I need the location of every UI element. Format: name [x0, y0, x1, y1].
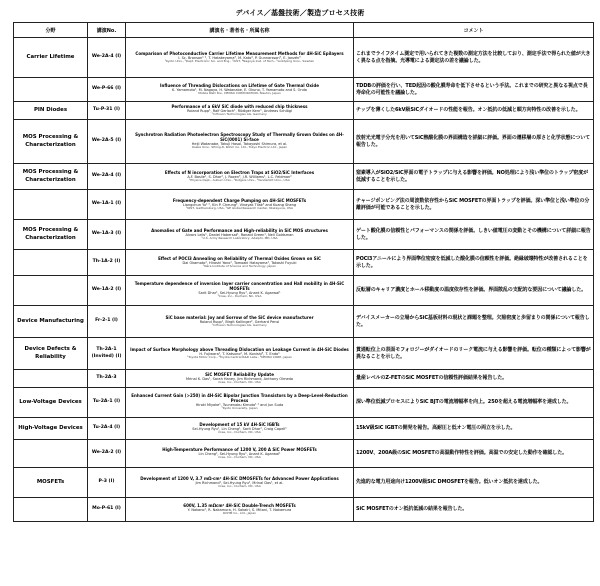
- paper-title: High-Temperature Performance of 1200 V, 200 A SiC Power MOSFETs: [162, 446, 317, 452]
- session-number-cell: We-1A-3 (I): [88, 220, 126, 250]
- paper-title: Effects of N incorporation on Electron Traps at SiO2/SiC Interfaces: [164, 169, 315, 175]
- comment-cell: TDDBの評価を行い、TED起因の酸化膜寿命を低下させるという手法。これまでの研究と異なる視点で長寿命化の可能性を議論した。: [354, 78, 594, 102]
- paper-cell: [126, 306, 354, 338]
- comment-cell: チップを薄くした6kV級SiCダイオードの性能を報告。オン抵抗の低減と順方向特性の改善を示した。: [354, 102, 594, 120]
- paper-authors: Dai Okamoto¹, Hiroshi Yano¹, Tomoaki Hatayama¹, Takashi Fuyuki: [182, 261, 297, 266]
- comment-cell: ゲート酸化膜の信頼性とパフォーマンスの関係を評価。しきい値電圧の変動とその機構について詳細に報告した。: [354, 220, 594, 250]
- comment-cell: 1200V、200A級のSiC MOSFETの高温動作特性を評価。高温での安定した動作を確認した。: [354, 440, 594, 468]
- session-number-cell: We-2A-4 (I): [88, 38, 126, 78]
- session-number-cell: We-2A-5 (I): [88, 120, 126, 164]
- category-cell: PIN Diodes: [14, 102, 88, 120]
- paper-title: Enhanced Current Gain (>250) in 4H-SiC Bipolar Junction Transistors by a Deep-Level-Reduction Process: [131, 393, 348, 403]
- category-cell: Device Manufacturing: [14, 306, 88, 338]
- category-cell: MOSFETs: [14, 468, 88, 498]
- table-row: [14, 102, 594, 120]
- paper-cell: [126, 102, 354, 120]
- category-cell: [14, 498, 88, 522]
- category-cell: [14, 250, 88, 276]
- paper-cell: [126, 468, 354, 498]
- comment-cell: 貫通転位上の表面モフォロジーがダイオードのリーク電流に与える影響を評価。転位の種類によって影響が異なることを示した。: [354, 338, 594, 370]
- table-header-row: [14, 23, 594, 38]
- category-cell: [14, 440, 88, 468]
- session-number-cell: We-2A-2 (I): [88, 440, 126, 468]
- category-cell: [14, 276, 88, 306]
- paper-affiliation: ¹Physics Dept., Auburn Univ., ²Rutgers Univ., ³Vanderbilt Univ., USA: [189, 178, 290, 183]
- paper-authors: Jim Richmond¹, Sei-Hyung Ryu¹, Mrinal Das¹, et al.: [195, 481, 284, 486]
- paper-cell: [126, 338, 354, 370]
- comment-cell: 量産レベルのZ-FETのSiC MOSFETの信頼性評価結果を報告した。: [354, 370, 594, 388]
- paper-authors: Aivars Lelis¹, Daniel Habersat¹, Ronald Green¹, Neil Goldsman: [185, 233, 294, 238]
- table-row: [14, 468, 594, 498]
- paper-affiliation: Cree, Inc., Durham, NC, USA: [218, 484, 261, 489]
- paper-authors: A.F. Basile¹, S. Dhar², J. Rozen³, J.R. Williams¹, L.C. Feldman²: [187, 175, 292, 180]
- comment-cell: これまでライフタイム測定で用いられてきた複数の測定方法を比較しており、測定手法で得られた値が大きく異なる点を指摘。光導電による測定法の差を議論した。: [354, 38, 594, 78]
- paper-title: Anomalies of Gate and Performance and High-reliability in SiC MOS structures: [151, 227, 328, 233]
- table-row: [14, 250, 594, 276]
- paper-affiliation: ¹Infineon Technologies AG, Germany: [212, 112, 267, 117]
- category-cell: Carrier Lifetime: [14, 38, 88, 78]
- paper-cell: [126, 440, 354, 468]
- paper-title: Effect of POCl3 Annealing on Reliability of Thermal Oxides Grown on SiC: [158, 255, 321, 261]
- paper-authors: Liangchun Yu¹ ², Kin P. Cheung², Vinayak Tilak³ and Kuang Sheng: [182, 203, 297, 208]
- comment-cell: チャージポンピング法の周波数依存性からSiC MOSFETの界面トラップを評価。深い準位と浅い準位の分離評価が可能であることを示した。: [354, 190, 594, 220]
- header-category: 分野: [14, 23, 88, 38]
- paper-title: Impact of Surface Morphology above Threading Dislocation on Leakage Current in 4H-SiC Diodes: [130, 346, 349, 352]
- comment-cell: 窒素導入がSiO2/SiC界面の電子トラップに与える影響を評価。NO処理により浅い準位のトラップ密度が低減することを示した。: [354, 164, 594, 190]
- category-cell: MOS Processing & Characterization: [14, 220, 88, 250]
- category-cell: MOS Processing & Characterization: [14, 120, 88, 164]
- comment-cell: 先進的な電力用途向け1200V級SiC DMOSFETを報告。低いオン抵抗を達成した。: [354, 468, 594, 498]
- paper-title: Temperature dependence of inversion layer carrier concentration and Hall mobility in 4H-SiC MOSFETs: [134, 281, 345, 291]
- paper-cell: [126, 250, 354, 276]
- document-title: デバイス／基盤技術／製造プロセス技術: [235, 9, 365, 17]
- paper-authors: Y. Nakano¹, R. Nakamura, H. Sakairi, S. Mitani, T. Nakamura: [187, 508, 292, 513]
- paper-cell: [126, 38, 354, 78]
- paper-affiliation: ROHM Co., Ltd., Japan: [223, 511, 256, 516]
- paper-authors: Roland Rupp¹, Ralf Gerlach¹, Rüdiger Kern¹, Andreas Schlögl: [187, 109, 292, 114]
- paper-authors: Heiji Watanabe, Takuji Hosoi, Takayoshi Shimura, et al.: [191, 142, 288, 147]
- paper-title: SiC MOSFET Reliability Update: [205, 371, 274, 377]
- category-cell: [14, 78, 88, 102]
- paper-cell: [126, 78, 354, 102]
- session-number-cell: We-P-66 (I): [88, 78, 126, 102]
- session-number-cell: Th-2A-3: [88, 370, 126, 388]
- table-row: [14, 120, 594, 164]
- paper-affiliation: ¹Toyota Motor Corp., ²Toyota Central R&D Labs., ³DENSO CORP., Japan: [187, 355, 292, 360]
- comment-cell: 放射光光電子分光を用いてSiC熱酸化膜の界面構造を詳細に評価。界面の遷移層の厚さと化学状態について報告した。: [354, 120, 594, 164]
- paper-affiliation: ¹Infineon Technologies AG, Germany: [212, 323, 267, 328]
- table-row: [14, 306, 594, 338]
- paper-title: Development of 15 kV 4H-SiC IGBTs: [199, 421, 280, 427]
- session-number-cell: Mo-P-61 (I): [88, 498, 126, 522]
- table-row: [14, 418, 594, 440]
- table-row: [14, 338, 594, 370]
- paper-title: Synchrotron Radiation Photoelectron Spectroscopy Study of Thermally Grown Oxides on 4H-SiC(0001) Si-face: [135, 132, 344, 142]
- paper-authors: Roland Rupp¹, Birgit Kallinger², Gerhard Pensl: [199, 320, 280, 325]
- paper-affiliation: ¹Cree, Inc., Durham, NC, USA: [217, 294, 262, 299]
- paper-title: Performance of a 6kV SiC diode with reduced chip thickness: [171, 103, 308, 109]
- category-cell: [14, 370, 88, 388]
- paper-title: 600V, 1.35 mΩcm² 4H-SiC Double-Trench MOSFETs: [183, 502, 296, 508]
- category-cell: Device Defects & Reliability: [14, 338, 88, 370]
- paper-cell: [126, 120, 354, 164]
- paper-authors: Sei-Hyung Ryu¹, Lin Cheng¹, Sarit Dhar¹, Craig Capell¹: [192, 427, 287, 432]
- paper-authors: Mrinal K. Das¹, Sarah Haney, Jim Richmond, Anthony Olmedo: [185, 377, 294, 382]
- session-number-cell: Tu-2A-4 (I): [88, 418, 126, 440]
- paper-authors: Sarit Dhar¹, Sei-Hyung Ryu¹, Anant K. Agarwal¹: [198, 291, 281, 296]
- paper-affiliation: Cree, Inc., Durham, NC, USA: [218, 455, 261, 460]
- paper-affiliation: ¹Kyoto University, Japan: [221, 406, 258, 411]
- paper-authors: H. Fujiwara¹, T. Katsuno², M. Konishi³, T. Endo¹: [199, 352, 280, 357]
- paper-title: Development of 1200 V, 3.7 mΩ·cm² 4H-SiC DMOSFETs for Advanced Power Applications: [140, 475, 339, 481]
- comment-cell: SiC MOSFETのオン抵抗低減の結果を報告した。: [354, 498, 594, 522]
- session-number-cell: Th-1A-2 (I): [88, 250, 126, 276]
- paper-cell: [126, 370, 354, 388]
- paper-affiliation: Osaka Univ., SPring-8, Rohm Co. Ltd., Tokyo Electron Ltd., Japan: [191, 145, 288, 150]
- session-number-cell: Fr-2-1 (I): [88, 306, 126, 338]
- paper-cell: [126, 220, 354, 250]
- table-row: [14, 388, 594, 418]
- paper-table: [13, 22, 594, 522]
- comment-cell: 15kV級SiC IGBTの開発を報告。高耐圧と低オン電圧の両立を示した。: [354, 418, 594, 440]
- header-paper: 講演名・著者名・所属名称: [126, 23, 354, 38]
- table-row: [14, 190, 594, 220]
- table-row: [14, 276, 594, 306]
- header-number: 講演No.: [88, 23, 126, 38]
- table-row: [14, 164, 594, 190]
- paper-affiliation: ¹Kyoto Univ., ²Dept. Electronic Sci. and Eng., ³AIST, ⁴Nagoya Inst. of Tech., ⁵Linköping Univ., Sweden: [164, 59, 315, 64]
- session-number-cell: Tu-2A-1 (I): [88, 388, 126, 418]
- session-number-cell: We-2A-4 (I): [88, 164, 126, 190]
- table-body: [14, 38, 594, 522]
- table-row: [14, 220, 594, 250]
- paper-affiliation: ¹NIST, Gaithersburg, USA, ²GE Global Research Center, Niskayuna, USA: [186, 206, 293, 211]
- paper-title: Influence of Threading Dislocations on Lifetime of Gate Thermal Oxide: [160, 82, 319, 88]
- table-row: [14, 38, 594, 78]
- comment-cell: POCl3アニールにより界面準位密度を低減した酸化膜の信頼性を評価。絶縁破壊特性が改善されることを示した。: [354, 250, 594, 276]
- category-cell: Low-Voltage Devices: [14, 388, 88, 418]
- category-cell: [14, 190, 88, 220]
- paper-affiliation: ¹Nara Institute of Science and Technology, Japan: [203, 264, 276, 269]
- session-number-cell: We-1A-2 (I): [88, 276, 126, 306]
- paper-cell: [126, 164, 354, 190]
- comment-cell: デバイスメーカーの立場からSiC基板材料の現状と課題を整理。欠陥密度と歩留まりの関係について報告した。: [354, 306, 594, 338]
- paper-authors: Lin Cheng¹, Sei-Hyung Ryu¹, Anant K. Agarwal¹: [198, 452, 281, 457]
- paper-cell: [126, 418, 354, 440]
- paper-affiliation: Mobile R&D Div., DENSO CORPORATION, Nisshin, Japan: [198, 91, 281, 96]
- table-row: [14, 498, 594, 522]
- paper-cell: [126, 498, 354, 522]
- paper-authors: Hiroki Miyake¹, Tsunenobu Kimoto¹ ² and Jun Suda: [195, 403, 284, 408]
- paper-cell: [126, 190, 354, 220]
- paper-cell: [126, 388, 354, 418]
- comment-cell: 反転層のキャリア濃度とホール移動度の温度依存性を評価。界面散乱の支配的な要因について議論した。: [354, 276, 594, 306]
- paper-affiliation: Cree, Inc., Durham, NC, USA: [218, 380, 261, 385]
- paper-affiliation: ¹U.S. Army Research Laboratory, Adelphi, MD, USA: [201, 236, 278, 241]
- category-cell: High-Voltage Devices: [14, 418, 88, 440]
- paper-authors: K. Yamamoto¹, M. Nagaya, H. Watanabe, E. Okuno, T. Yamamoto and S. Onda: [172, 88, 307, 93]
- paper-title: SiC base material: Joy and Sorrow of the SiC device manufacturer: [165, 314, 314, 320]
- category-cell: MOS Processing & Characterization: [14, 164, 88, 190]
- table-row: [14, 78, 594, 102]
- session-number-cell: Th-2A-1 (Invited) (I): [88, 338, 126, 370]
- session-number-cell: P-3 (I): [88, 468, 126, 498]
- session-number-cell: We-1A-1 (I): [88, 190, 126, 220]
- table-row: [14, 370, 594, 388]
- paper-cell: [126, 276, 354, 306]
- paper-authors: I. Sc. Bronson¹ ², T. Hatakeyama³, M. Kato⁴, P. Gunnarsson⁵, E. Janzén⁶: [178, 56, 301, 61]
- paper-affiliation: Cree, Inc., Durham, NC, USA: [218, 430, 261, 435]
- comment-cell: 深い準位低減プロセスによりSiC BJTの電流増幅率を向上。250を超える電流増幅率を達成した。: [354, 388, 594, 418]
- paper-title: Comparison of Photoconductive Carrier Lifetime Measurement Methods for 4H-SiC Epilayers: [135, 50, 344, 56]
- paper-title: Frequency-dependent Charge Pumping on 4H-SiC MOSFETs: [172, 197, 307, 203]
- header-comment: コメント: [354, 23, 594, 38]
- table-row: [14, 440, 594, 468]
- session-number-cell: Tu-P-31 (I): [88, 102, 126, 120]
